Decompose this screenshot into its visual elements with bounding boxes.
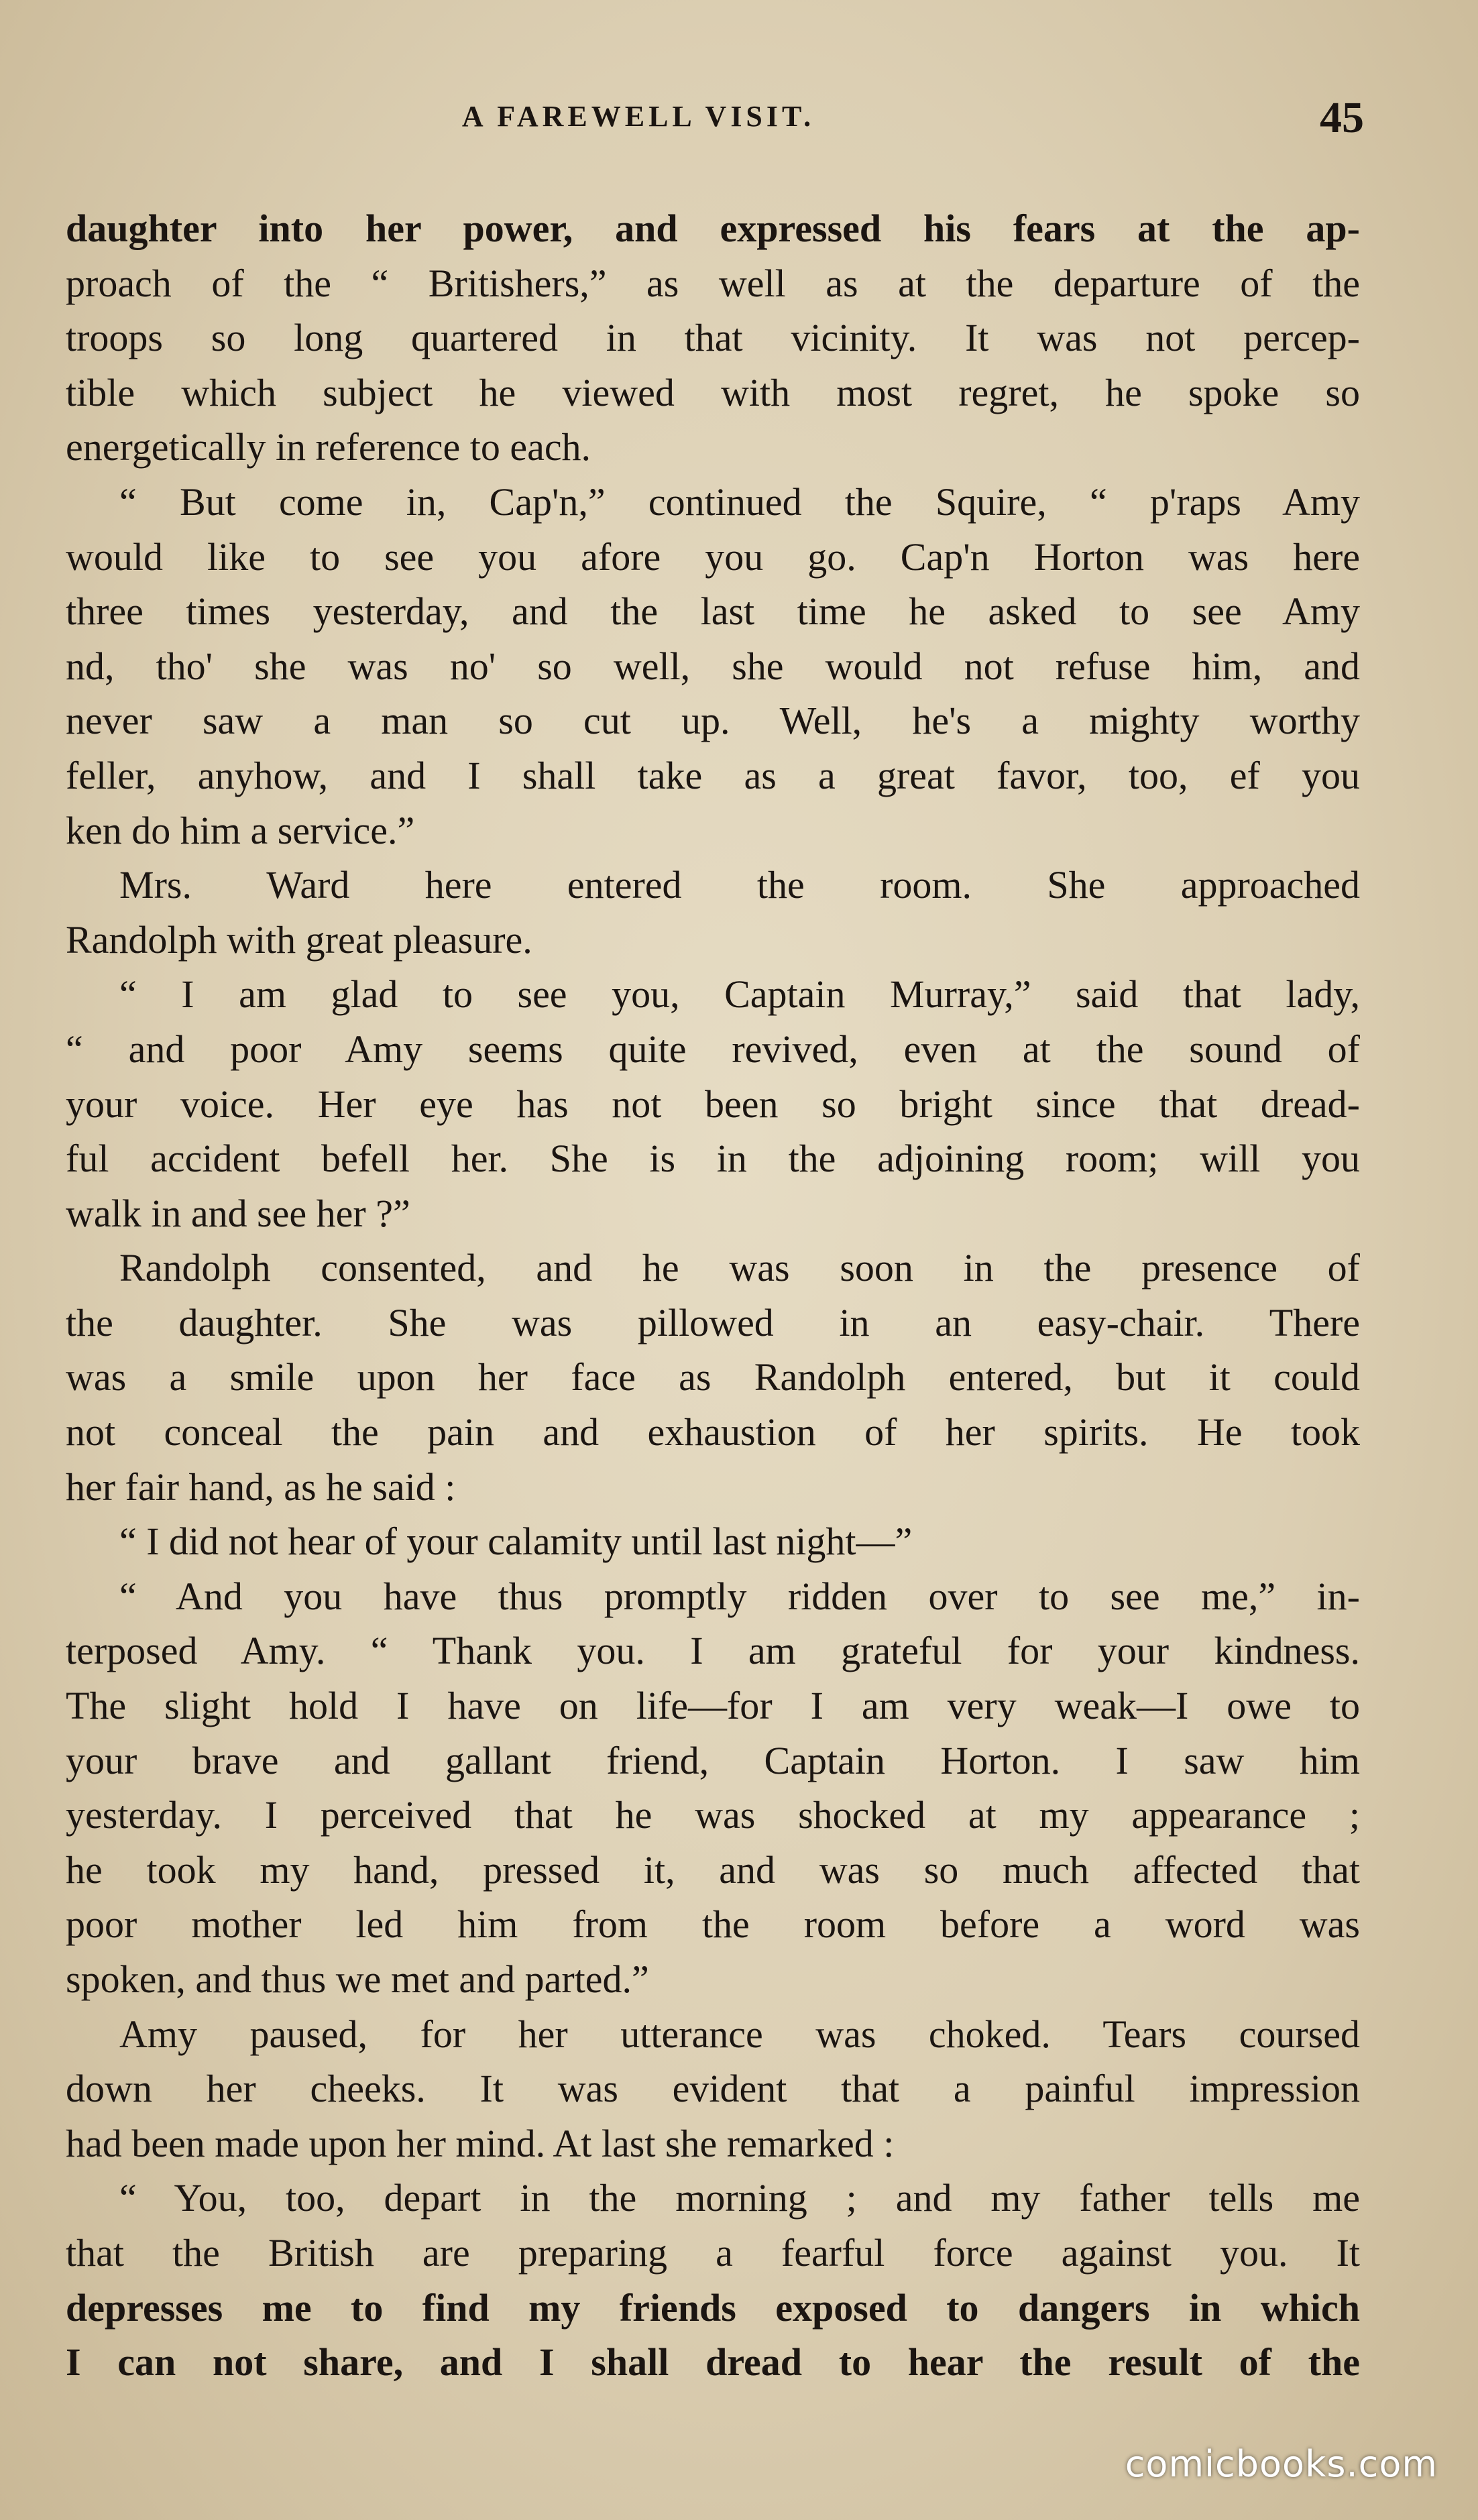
site-watermark: comicbooks.com xyxy=(1125,2443,1438,2485)
text-line: he took my hand, pressed it, and was so much affected that xyxy=(66,1847,1360,1892)
text-line: terposed Amy. “ Thank you. I am grateful for your kindness. xyxy=(66,1629,1360,1673)
text-line: ken do him a service.” xyxy=(66,808,415,852)
text-line: “ And you have thus promptly ridden over to see me,” in- xyxy=(119,1574,1360,1618)
body-text xyxy=(66,201,1360,2390)
text-line: yesterday. I perceived that he was shocked at my appearance ; xyxy=(66,1793,1360,1837)
text-line: depresses me to find my friends exposed to dangers in which xyxy=(66,2285,1360,2330)
text-line: Randolph with great pleasure. xyxy=(66,917,532,962)
text-line: your voice. Her eye has not been so bright since that dread- xyxy=(66,1082,1360,1126)
text-line: never saw a man so cut up. Well, he's a mighty worthy xyxy=(66,699,1360,743)
text-line: Amy paused, for her utterance was choked. Tears coursed xyxy=(119,2012,1360,2056)
text-line: would like to see you afore you go. Cap'n Horton was here xyxy=(66,534,1360,579)
text-line: proach of the “ Britishers,” as well as at the departure of the xyxy=(66,261,1360,305)
running-head xyxy=(0,93,1478,153)
text-line: her fair hand, as he said : xyxy=(66,1465,456,1509)
text-line: “ and poor Amy seems quite revived, even at the sound of xyxy=(66,1027,1360,1071)
text-line: that the British are preparing a fearful force against you. It xyxy=(66,2230,1360,2275)
text-line: Randolph consented, and he was soon in the presence of xyxy=(119,1246,1360,1290)
text-line: three times yesterday, and the last time he asked to see Amy xyxy=(66,589,1360,634)
text-line: Mrs. Ward here entered the room. She approached xyxy=(119,863,1360,907)
text-line: I can not share, and I shall dread to hear the result of the xyxy=(66,2340,1360,2385)
text-line: The slight hold I have on life—for I am very weak—I owe to xyxy=(66,1684,1360,1728)
text-line: spoken, and thus we met and parted.” xyxy=(66,1957,649,2001)
text-line: down her cheeks. It was evident that a painful impression xyxy=(66,2067,1360,2111)
text-line: your brave and gallant friend, Captain Horton. I saw him xyxy=(66,1738,1360,1782)
text-line: “ I am glad to see you, Captain Murray,” said that lady, xyxy=(119,972,1360,1017)
text-line: energetically in reference to each. xyxy=(66,425,591,469)
text-line: was a smile upon her face as Randolph entered, but it could xyxy=(66,1355,1360,1399)
text-line: nd, tho' she was no' so well, she would not refuse him, and xyxy=(66,644,1360,688)
text-line: troops so long quartered in that vicinity. It was not percep- xyxy=(66,316,1360,360)
text-line: “ But come in, Cap'n,” continued the Squire, “ p'raps Amy xyxy=(119,479,1360,524)
text-line: ful accident befell her. She is in the adjoining room; will you xyxy=(66,1137,1360,1181)
text-line: the daughter. She was pillowed in an easy-chair. There xyxy=(66,1300,1360,1344)
text-line: feller, anyhow, and I shall take as a great favor, too, ef you xyxy=(66,753,1360,797)
running-title: A FAREWELL VISIT. xyxy=(461,100,815,133)
text-line: not conceal the pain and exhaustion of her spirits. He took xyxy=(66,1410,1360,1454)
text-line: had been made upon her mind. At last she remarked : xyxy=(66,2121,895,2165)
page-number: 45 xyxy=(1320,93,1364,142)
text-line: poor mother led him from the room before a word was xyxy=(66,1902,1360,1947)
text-line: “ I did not hear of your calamity until last night—” xyxy=(119,1520,913,1564)
text-line: walk in and see her ?” xyxy=(66,1191,410,1235)
text-line: tible which subject he viewed with most regret, he spoke so xyxy=(66,370,1360,414)
text-line: “ You, too, depart in the morning ; and my father tells me xyxy=(119,2176,1360,2220)
text-line: daughter into her power, and expressed his fears at the ap- xyxy=(66,207,1360,250)
